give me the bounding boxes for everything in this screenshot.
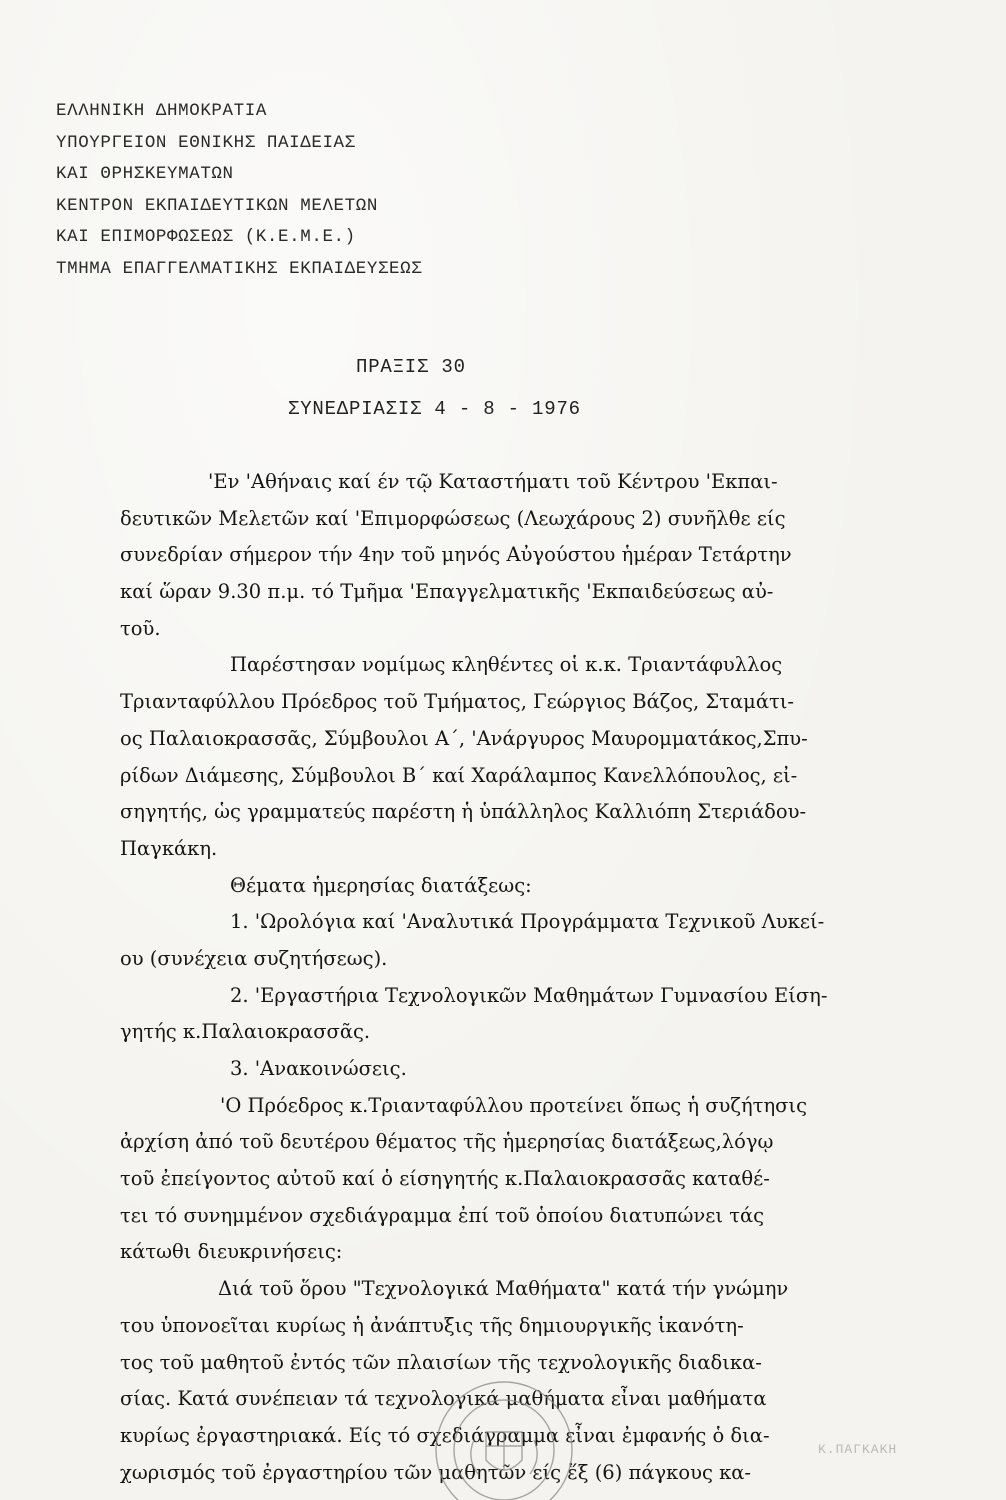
letterhead-line: ΚΑΙ ΘΡΗΣΚΕΥΜΑΤΩΝ (56, 164, 234, 184)
body-line: Παρέστησαν νομίμως κληθέντες οἱ κ.κ. Τριαντάφυλλος (230, 653, 783, 677)
body-line: γητής κ.Παλαιοκρασσᾶς. (120, 1020, 371, 1044)
body-line: σίας. Κατά συνέπειαν τά τεχνολογικά μαθήματα εἶναι μαθήματα (120, 1387, 767, 1411)
body-line: καί ὥραν 9.30 π.μ. τό Τμῆμα 'Επαγγελματικῆς 'Εκπαιδεύσεως αὐ- (120, 580, 774, 604)
body-line: κυρίως ἐργαστηριακά. Είς τό σχεδιάγραμμα εἶναι ἐμφανής ὁ δια- (120, 1423, 770, 1447)
letterhead-line: ΕΛΛΗΝΙΚΗ ΔΗΜΟΚΡΑΤΙΑ (56, 101, 267, 121)
body-line: του ὑπονοεῖται κυρίως ἡ ἀνάπτυξις τῆς δημιουργικῆς ἱκανότη- (120, 1313, 744, 1337)
body-line: ἀρχίση ἀπό τοῦ δευτέρου θέματος τῆς ἡμερησίας διατάξεως,λόγῳ (120, 1130, 774, 1154)
body-line: 'Εν 'Αθήναις καί έν τῷ Καταστήματι τοῦ Κέντρου 'Εκπαι- (208, 470, 778, 493)
letterhead (56, 96, 576, 285)
body-line: τοῦ ἐπείγοντος αὐτοῦ καί ὁ είσηγητής κ.Παλαιοκρασσᾶς καταθέ- (120, 1167, 770, 1191)
body-line: Παγκάκη. (120, 836, 218, 860)
letterhead-line: ΤΜΗΜΑ ΕΠΑΓΓΕΛΜΑΤΙΚΗΣ ΕΚΠΑΙΔΕΥΣΕΩΣ (56, 258, 423, 279)
body-line: τοῦ. (120, 616, 161, 640)
body-line: τος τοῦ μαθητοῦ ἐντός τῶν πλαισίων τῆς τεχνολογικῆς διαδικα- (120, 1350, 762, 1374)
body-line: ος Παλαιοκρασσᾶς, Σύμβουλοι Α΄, 'Ανάργυρος Μαυρομματάκος,Σπυ- (120, 726, 808, 750)
body-line: 'Ο Πρόεδρος κ.Τριανταφύλλου προτείνει ὅπως ἡ συζήτησις (220, 1093, 807, 1117)
agenda-item-2: 2. 'Εργαστήρια Τεχνολογικῶν Μαθημάτων Γυμνασίου Είση- (230, 983, 828, 1007)
body-line: ρίδων Διάμεσης, Σύμβουλοι Β΄ καί Χαράλαμπος Κανελλόπουλος, εἰ- (120, 763, 798, 787)
body-line: Τριανταφύλλου Πρόεδρος τοῦ Τμήματος, Γεώργιος Βάζος, Σταμάτι- (120, 690, 795, 714)
session-date: ΣΥΝΕΔΡΙΑΣΙΣ 4 - 8 - 1976 (288, 398, 581, 420)
act-title: ΠΡΑΞΙΣ 30 (356, 356, 466, 378)
agenda-heading: Θέματα ἡμερησίας διατάξεως: (230, 873, 532, 897)
body-line: συνεδρίαν σήμερον τήν 4ην τοῦ μηνός Αὐγούστου ἡμέραν Τετάρτην (120, 543, 792, 567)
signature-faint: Κ.ΠΑΓΚΑΚΗ (818, 1442, 898, 1457)
body-line: τει τό συνημμένον σχεδιάγραμμα ἐπί τοῦ ὁποίου διατυπώνει τάς (120, 1203, 765, 1227)
letterhead-line: ΚΕΝΤΡΟΝ ΕΚΠΑΙΔΕΥΤΙΚΩΝ ΜΕΛΕΤΩΝ (56, 195, 378, 216)
letterhead-line: ΚΑΙ ΕΠΙΜΟΡΦΩΣΕΩΣ (Κ.Ε.Μ.Ε.) (56, 227, 356, 247)
body-line: κάτωθι διευκρινήσεις: (120, 1240, 343, 1264)
body-line: δευτικῶν Μελετῶν καί 'Επιμορφώσεως (Λεωχάρους 2) συνῆλθε είς (120, 506, 786, 530)
body-line: χωρισμός τοῦ ἐργαστηρίου τῶν μαθητῶν είς ἕξ (6) πάγκους κα- (120, 1460, 752, 1484)
body-line: ου (συνέχεια συζητήσεως). (120, 946, 388, 970)
minutes-body (120, 464, 960, 1491)
agenda-item-1: 1. 'Ωρολόγια καί 'Αναλυτικά Προγράμματα Τεχνικοῦ Λυκεί- (230, 910, 825, 934)
body-line: Διά τοῦ ὅρου "Τεχνολογικά Μαθήματα" κατά τήν γνώμην (218, 1277, 789, 1301)
letterhead-line: ΥΠΟΥΡΓΕΙΟΝ ΕΘΝΙΚΗΣ ΠΑΙΔΕΙΑΣ (56, 132, 356, 153)
body-line: σηγητής, ὡς γραμματεύς παρέστη ἡ ὑπάλληλος Καλλιόπη Στεριάδου- (120, 800, 807, 824)
agenda-item-3: 3. 'Ανακοινώσεις. (230, 1057, 407, 1080)
official-seal-stamp (404, 1370, 604, 1500)
